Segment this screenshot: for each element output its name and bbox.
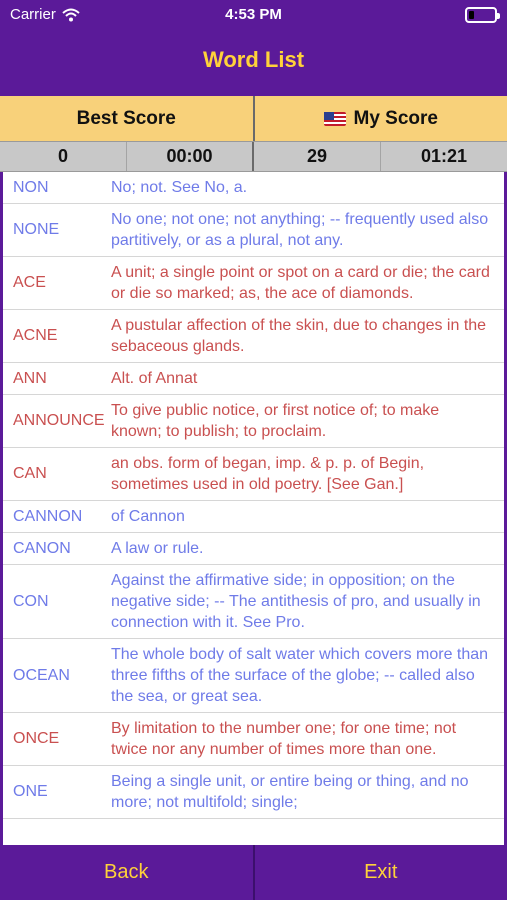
word-term: ONE [13, 783, 48, 800]
battery-icon [465, 7, 497, 23]
list-item[interactable] [3, 533, 504, 565]
word-term: ACNE [13, 327, 58, 344]
word-term: CANON [13, 539, 71, 557]
list-item[interactable] [3, 565, 504, 639]
back-button[interactable]: Back [0, 845, 255, 900]
score-header [0, 96, 507, 141]
list-item[interactable] [3, 395, 504, 448]
list-item[interactable] [3, 766, 504, 819]
best-points: 0 [0, 142, 127, 171]
word-term: ONCE [13, 730, 60, 747]
word-term: NON [13, 178, 49, 196]
word-term: OCEAN [13, 666, 70, 684]
carrier-label: Carrier [10, 6, 56, 23]
header-bar [0, 0, 507, 96]
list-item[interactable] [3, 501, 504, 533]
word-definition: To give public notice, or first notice of; to make known; to publish; to proclaim. [111, 402, 440, 440]
word-definition: The whole body of salt water which covers more than three fifths of the surface of the globe; -- called also the sea, or great sea. [111, 646, 489, 705]
bottom-bar [0, 845, 507, 900]
my-points: 29 [254, 142, 381, 171]
word-list[interactable] [0, 172, 507, 845]
us-flag-icon [324, 112, 346, 126]
word-definition: A law or rule. [111, 540, 204, 557]
word-definition: Against the affirmative side; in opposition; on the negative side; -- The antithesis of pro, and usually in connection with it. See Pro. [111, 572, 481, 631]
best-score-text: Best Score [76, 107, 176, 129]
list-item[interactable] [3, 363, 504, 395]
list-item[interactable] [3, 310, 504, 363]
word-definition: By limitation to the number one; for one time; not twice nor any number of times more than one. [111, 720, 457, 758]
my-score-label [255, 96, 507, 141]
word-definition: No; not. See No, a. [111, 179, 248, 196]
status-bar [0, 0, 507, 30]
word-term: NONE [13, 221, 60, 238]
list-item[interactable] [3, 172, 504, 204]
word-definition: A pustular affection of the skin, due to changes in the sebaceous glands. [111, 317, 487, 355]
word-term: CON [13, 592, 49, 610]
list-item[interactable] [3, 257, 504, 310]
word-definition: No one; not one; not anything; -- frequently used also partitively, or as a plural, not any. [111, 211, 489, 249]
word-term: ANN [13, 369, 47, 387]
word-term: CAN [13, 465, 47, 482]
list-item[interactable] [3, 204, 504, 257]
word-definition: Alt. of Annat [111, 370, 198, 387]
score-values [0, 141, 507, 172]
my-time: 01:21 [420, 146, 468, 166]
word-term: ANNOUNCE [13, 412, 105, 429]
word-definition: Being a single unit, or entire being or thing, and no more; not multifold; single; [111, 773, 469, 811]
word-term: ACE [13, 274, 46, 291]
word-definition: of Cannon [111, 508, 185, 525]
word-term: CANNON [13, 507, 83, 525]
page-title: Word List [202, 47, 305, 72]
list-item[interactable] [3, 713, 504, 766]
best-score-label [0, 96, 255, 141]
word-definition: an obs. form of began, imp. & p. p. of Begin, sometimes used in old poetry. [See Gan.] [111, 455, 425, 493]
best-time: 00:00 [127, 142, 254, 171]
status-time: 4:53 PM [225, 6, 282, 23]
word-definition: A unit; a single point or spot on a card or die; the card or die so marked; as, the ace of diamonds. [111, 264, 490, 302]
exit-button[interactable]: Exit [364, 861, 398, 883]
list-item[interactable] [3, 639, 504, 713]
my-score-text: My Score [353, 107, 438, 129]
list-item[interactable] [3, 448, 504, 501]
